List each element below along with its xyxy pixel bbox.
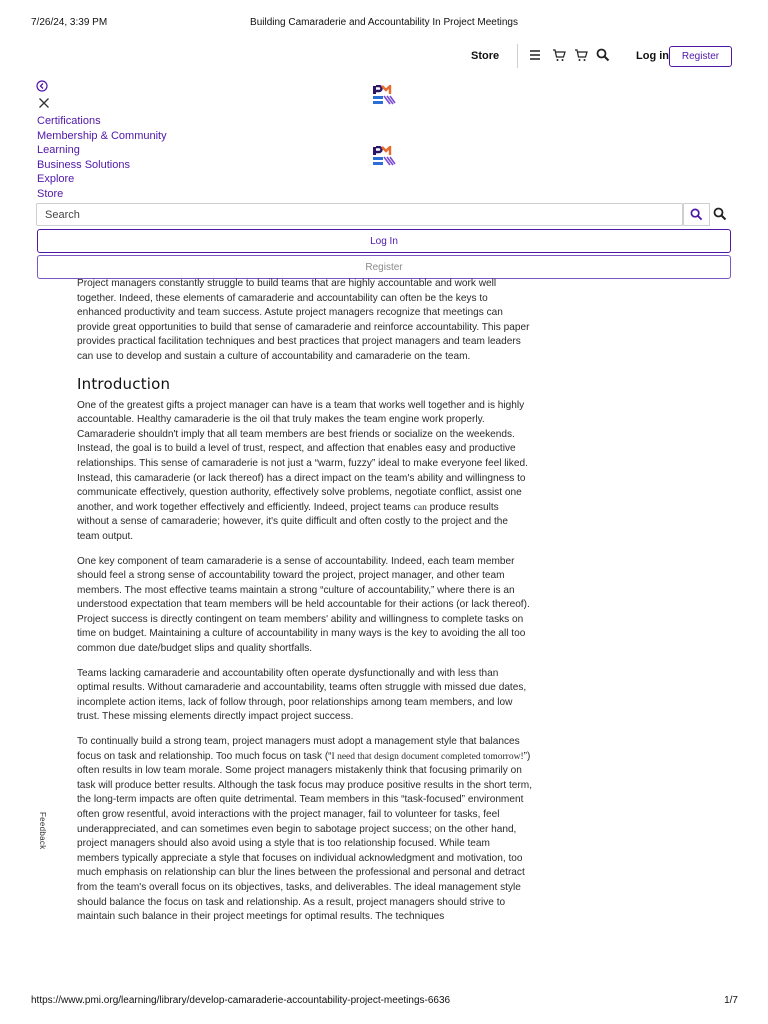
- close-icon[interactable]: [38, 97, 50, 109]
- paragraph: [77, 735, 533, 925]
- paragraph-text: produce results without a sense of camaraderie; however, it's quite difficult and often costly to the project and the team output.: [77, 501, 508, 542]
- menu-icon[interactable]: [528, 48, 542, 62]
- intro-heading: Introduction: [77, 374, 171, 393]
- pmi-logo[interactable]: [372, 146, 396, 166]
- nav-item-membership[interactable]: Membership & Community: [37, 129, 167, 142]
- print-title: Building Camaraderie and Accountability In Project Meetings: [250, 17, 518, 28]
- search-icon[interactable]: [713, 207, 727, 221]
- pmi-logo[interactable]: [372, 85, 396, 105]
- paragraph-text: can: [413, 502, 427, 513]
- search-icon: [690, 208, 703, 221]
- register-button-wide[interactable]: Register: [37, 255, 731, 279]
- search-icon[interactable]: [596, 48, 610, 62]
- paragraph-text: One of the greatest gifts a project manager can have is a team that works well together and is highly accountable. Healthy camaraderie is the oil that truly makes the team engine work properly. Camaraderie shouldn't imply that all team members are best friends or socialize on the weekends. Instead, the goal is to build a level of trust, respect, and affection that enables easy and productive relationships. This sense of camaraderie is not just a “warm, fuzzy” ideal to make everyone feel liked. Instead, this camaraderie (or lack thereof) has a direct impact on the team's ability and willingness to communicate effectively, question authority, effectively solve problems, negotiate conflict, assist one another, and work together effectively and efficiently. Indeed, project teams: [77, 399, 528, 513]
- nav-item-learning[interactable]: Learning: [37, 144, 80, 157]
- print-page-number: 1/7: [724, 995, 738, 1006]
- register-button[interactable]: Register: [669, 46, 732, 67]
- nav-item-business-solutions[interactable]: Business Solutions: [37, 158, 130, 171]
- quote-text: I need that design document completed tomorrow!: [331, 751, 524, 762]
- login-link[interactable]: Log in: [636, 50, 669, 62]
- cart-icon[interactable]: [574, 48, 588, 62]
- paragraph-text: ”) often results in low team morale. Some project managers mistakenly think that focusing primarily on task will produce better results. Although the task focus may produce positive results in the short term, the long-term impacts are often quite detrimental. Team members in this “task-focused” environment often grow resentful, avoid interactions with the project manager, fail to volunteer for tasks, feel underappreciated, and can sometimes even begin to sabotage project success; on the other hand, project managers should also avoid using a style that is too relationship focused. While team members typically appreciate a style that focuses on individual acknowledgment and motivation, too much emphasis on relationship can blur the lines between the professional and personal and detract from the team's overall focus on its objectives, tasks, and deliverables. The ideal management style should balance the focus on task and relationship. As a result, project managers should strive to maintain such balance in their project meetings for optimal results. The techniques: [77, 750, 532, 923]
- paragraph-text: To continually build a strong team, project managers must adopt a management style that balances focus on task and relationship. Too much focus on task (“: [77, 736, 520, 762]
- search-button[interactable]: [683, 203, 710, 226]
- main-nav: [37, 114, 167, 202]
- paragraph: [77, 399, 533, 545]
- paragraph: One key component of team camaraderie is a sense of accountability. Indeed, each team member should feel a strong sense of accountability toward the project, project manager, and other team members. The most effective teams maintain a strong “culture of accountability,” where there is an understood expectation that team members will be held accountable for their actions (or lack thereof). Project success is directly contingent on team members' ability and willingness to complete tasks on time on budget. Maintaining a culture of accountability in many ways is the key to avoiding the all too common due date/budget slips and quality shortfalls.: [77, 555, 530, 655]
- print-url: https://www.pmi.org/learning/library/develop-camaraderie-accountability-project-meetings-6636: [31, 995, 451, 1006]
- cart-icon[interactable]: [552, 48, 566, 62]
- login-button[interactable]: Log In: [37, 229, 731, 253]
- nav-item-certifications[interactable]: Certifications: [37, 115, 101, 127]
- article-body: [77, 277, 533, 935]
- paragraph: Teams lacking camaraderie and accountability often operate dysfunctionally and with less than optimal results. Without camaraderie and accountability, teams often struggle with missed due dates, incomplete action items, lack of follow through, poor relationships among team members, and low trust. These missing elements directly impact project success.: [77, 667, 527, 723]
- nav-item-explore[interactable]: Explore: [37, 173, 75, 186]
- top-bar: [0, 46, 768, 68]
- back-icon[interactable]: [36, 80, 48, 92]
- store-link[interactable]: Store: [471, 50, 500, 62]
- feedback-tab[interactable]: Feedback: [38, 812, 47, 850]
- search-input[interactable]: Search: [36, 203, 683, 226]
- print-datetime: 7/26/24, 3:39 PM: [31, 17, 108, 28]
- divider: [517, 44, 518, 68]
- abstract-paragraph: Project managers constantly struggle to build teams that are highly accountable and work well together. Indeed, these elements of camaraderie and accountability can often be the keys to enhanced productivity and team success. Astute project managers recognize that meetings can provide great opportunities to build that sense of camaraderie and reinforce accountability. This paper provides practical facilitation techniques and best practices that project managers and team leaders can use to develop and sustain a culture of accountability and camaraderie on the team.: [77, 278, 530, 362]
- nav-item-store[interactable]: Store: [37, 187, 64, 200]
